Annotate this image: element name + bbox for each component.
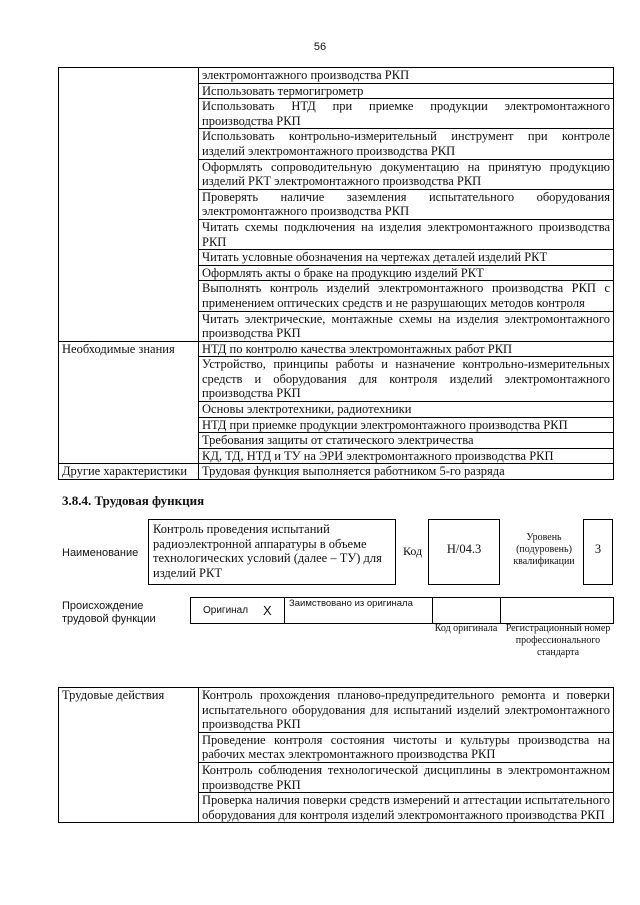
page-number: 56 — [313, 41, 327, 53]
table-cell: электромонтажного производства РКП — [199, 68, 614, 84]
original-label: Оригинал — [203, 605, 249, 616]
registration-number-caption: Регистрационный номер профессионального стандарта — [505, 623, 611, 658]
borrowed-label: Заимствовано из оригинала — [285, 598, 433, 623]
row-label-skills — [59, 68, 199, 342]
table-cell: НТД при приемке продукции электромонтажного производства РКП — [199, 417, 614, 433]
table-row — [59, 688, 614, 733]
table-cell: Требования защиты от статического электричества — [199, 433, 614, 449]
table-cell: Читать схемы подключения на изделия электромонтажного производства РКП — [199, 219, 614, 249]
table-row — [59, 68, 614, 84]
table-cell: Устройство, принципы работы и назначение контрольно-измерительных средств и оборудования для контроля изделий электромонтажного производства РКП — [199, 357, 614, 402]
table-cell: Читать электрические, монтажные схемы на изделия электромонтажного производства РКП — [199, 311, 614, 341]
name-label: Наименование — [62, 547, 139, 559]
origin-label: Происхождение трудовой функции — [62, 600, 156, 625]
row-label-labor-actions: Трудовые действия — [59, 688, 199, 823]
table-cell: Проверять наличие заземления испытательного оборудования электромонтажного производства РКП — [199, 189, 614, 219]
origin-row — [190, 597, 614, 624]
row-label-knowledge: Необходимые знания — [59, 341, 199, 464]
table-cell: КД, ТД, НТД и ТУ на ЭРИ электромонтажного производства РКП — [199, 448, 614, 464]
table-cell: Контроль прохождения планово-предупредительного ремонта и поверки испытательного оборудования для испытаний изделий электромонтажного производства РКП — [199, 688, 614, 733]
table-cell: Оформлять акты о браке на продукцию изделий РКТ — [199, 265, 614, 281]
row-label-other: Другие характеристики — [59, 464, 199, 480]
table-cell: Использовать НТД при приемке продукции электромонтажного производства РКП — [199, 99, 614, 129]
table-cell: Проведение контроля состояния чистоты и культуры производства на рабочих местах электромонтажного производства РКП — [199, 732, 614, 762]
original-mark: X — [263, 603, 272, 618]
labor-actions-table — [58, 687, 614, 823]
table-cell: Выполнять контроль изделий электромонтажного производства РКП с применением оптических средств и не разрушающих методов контроля — [199, 281, 614, 311]
table-row — [59, 464, 614, 480]
function-name-box: Контроль проведения испытаний радиоэлектронной аппаратуры в объеме технологических условий (далее – ТУ) для изделий РКТ — [148, 519, 396, 585]
table-cell: Трудовая функция выполняется работником 5-го разряда — [199, 464, 614, 480]
table-cell: Контроль соблюдения технологической дисциплины в электромонтажном производстве РКП — [199, 762, 614, 792]
table-cell: Использовать термогигрометр — [199, 83, 614, 99]
table-row — [59, 341, 614, 357]
table-cell: Основы электротехники, радиотехники — [199, 402, 614, 418]
qualification-level-label: Уровень (подуровень) квалификации — [513, 532, 575, 567]
section-heading: 3.8.4. Трудовая функция — [62, 493, 205, 508]
table-cell: Проверка наличия поверки средств измерений и аттестации испытательного оборудования для контроля изделий электромонтажного производства РКП — [199, 793, 614, 823]
table-cell: Оформлять сопроводительную документацию на принятую продукцию изделий РКТ электромонтажного производства РКП — [199, 159, 614, 189]
original-code-cell — [433, 598, 501, 623]
table-cell: Использовать контрольно-измерительный инструмент при контроле изделий электромонтажного производства РКП — [199, 129, 614, 159]
function-code-box: Н/04.3 — [428, 519, 500, 585]
original-code-caption: Код оригинала — [434, 623, 498, 634]
table-cell: Читать условные обозначения на чертежах деталей изделий РКТ — [199, 250, 614, 266]
qualification-level-box: 3 — [583, 519, 613, 585]
code-label: Код — [403, 544, 423, 558]
skills-knowledge-table — [58, 67, 614, 480]
registration-number-cell — [501, 598, 613, 623]
original-cell — [191, 598, 285, 623]
table-cell: НТД по контролю качества электромонтажных работ РКП — [199, 341, 614, 357]
